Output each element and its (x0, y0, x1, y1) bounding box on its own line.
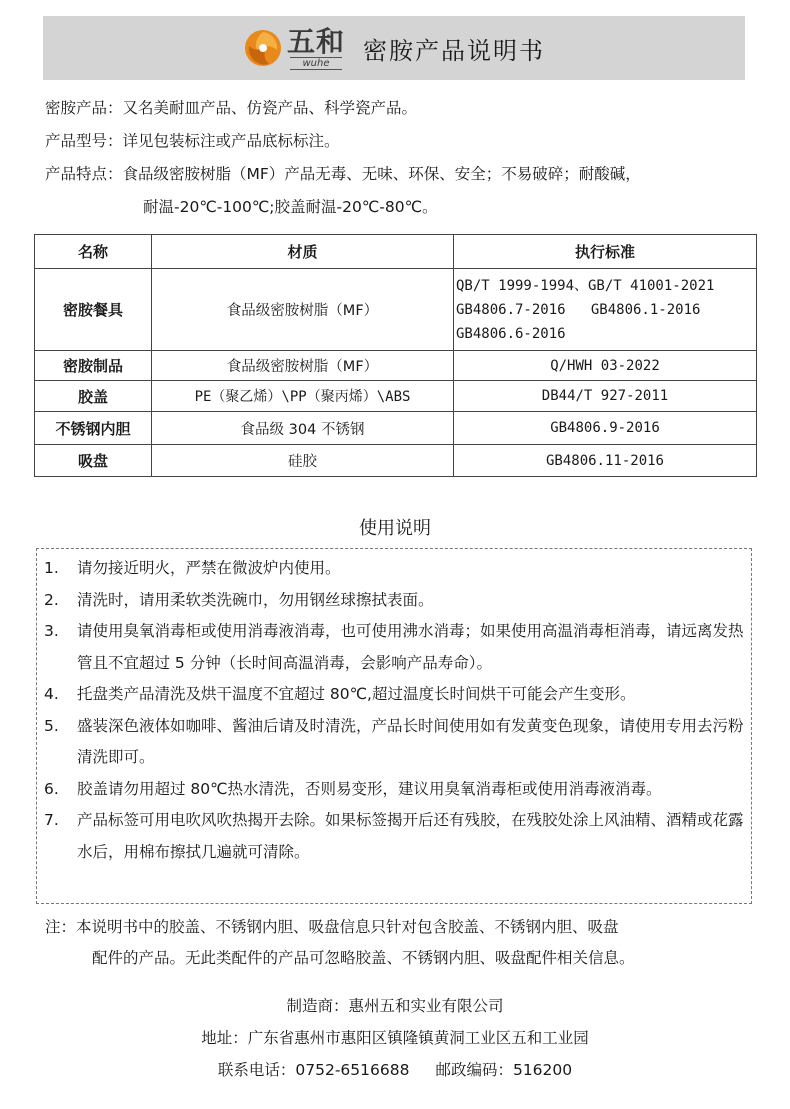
postcode: 邮政编码：516200 (435, 1061, 573, 1079)
table-row (35, 351, 757, 381)
features-label: 产品特点： (45, 165, 123, 183)
list-item (44, 585, 750, 617)
intro-model-row (45, 125, 755, 158)
item-number: 3. (44, 622, 59, 640)
brand-logo (243, 24, 345, 70)
note-line2: 配件的产品。无此类配件的产品可忽略胶盖、不锈钢内胆、吸盘配件相关信息。 (92, 949, 635, 967)
spec-table (34, 234, 757, 477)
header-material: 材质 (152, 235, 454, 269)
row-standard: Q/HWH 03-2022 (454, 351, 757, 381)
table-row (35, 381, 757, 412)
intro-features-cont (45, 191, 755, 224)
header-banner (43, 16, 745, 80)
brand-name-en: wuhe (290, 57, 341, 70)
table-row (35, 445, 757, 477)
note-line1: 注：本说明书中的胶盖、不锈钢内胆、吸盘信息只针对包含胶盖、不锈钢内胆、吸盘 (45, 918, 619, 936)
row-name: 吸盘 (35, 445, 152, 477)
row-material: PE（聚乙烯）\PP（聚丙烯）\ABS (152, 381, 454, 412)
accessory-note (45, 912, 755, 974)
list-item (44, 553, 750, 585)
manufacturer: 制造商：惠州五和实业有限公司 (286, 997, 504, 1015)
list-item (44, 774, 750, 806)
item-text: 请使用臭氧消毒柜或使用消毒液消毒，也可使用沸水消毒；如果使用高温消毒柜消毒，请远离发热管且不宜超过 5 分钟（长时间高温消毒，会影响产品寿命）。 (77, 622, 744, 672)
item-number: 7. (44, 811, 59, 829)
product-text: 又名美耐皿产品、仿瓷产品、科学瓷产品。 (122, 99, 418, 117)
table-header-row (35, 235, 757, 269)
standard-line: GB4806.6-2016 (456, 325, 566, 342)
item-number: 5. (44, 716, 59, 735)
item-text: 清洗时，请用柔软类洗碗巾，勿用钢丝球擦拭表面。 (77, 590, 434, 609)
document-title: 密胺产品说明书 (363, 36, 545, 65)
usage-list (44, 553, 750, 868)
row-standard: DB44/T 927-2011 (454, 381, 757, 412)
item-number: 2. (44, 590, 59, 609)
row-material: 食品级 304 不锈钢 (152, 412, 454, 445)
row-name: 不锈钢内胆 (35, 412, 152, 445)
standard-line: GB4806.7-2016 GB4806.1-2016 (456, 301, 701, 318)
item-text: 产品标签可用电吹风吹热揭开去除。如果标签揭开后还有残胶，在残胶处涂上风油精、酒精或花露水后，用棉布擦拭几遍就可清除。 (77, 811, 744, 861)
item-number: 6. (44, 779, 59, 798)
features-line1: 食品级密胺树脂（MF）产品无毒、无味、环保、安全；不易破碎；耐酸碱， (122, 165, 641, 183)
table-row (35, 269, 757, 351)
item-text: 盛装深色液体如咖啡、酱油后请及时清洗，产品长时间使用如有发黄变色现象，请使用专用去污粉清洗即可。 (77, 716, 744, 766)
row-name: 密胺制品 (35, 351, 152, 381)
list-item (44, 616, 750, 679)
item-text: 胶盖请勿用超过 80℃热水清洗，否则易变形，建议用臭氧消毒柜或使用消毒液消毒。 (77, 779, 662, 798)
row-material: 硅胶 (152, 445, 454, 477)
usage-title: 使用说明 (359, 518, 431, 539)
intro-product-row (45, 92, 755, 125)
row-material: 食品级密胺树脂（MF） (152, 351, 454, 381)
row-standard: GB4806.11-2016 (454, 445, 757, 477)
row-standard: GB4806.9-2016 (454, 412, 757, 445)
phone: 联系电话：0752-6516688 (217, 1061, 410, 1079)
header-standard: 执行标准 (454, 235, 757, 269)
product-intro (45, 92, 755, 224)
company-footer (0, 990, 790, 1086)
row-material: 食品级密胺树脂（MF） (152, 269, 454, 351)
list-item (44, 805, 750, 868)
list-item (44, 711, 750, 774)
item-text: 托盘类产品清洗及烘干温度不宜超过 80℃,超过温度长时间烘干可能会产生变形。 (77, 685, 636, 703)
features-line2: 耐温-20℃-100℃;胶盖耐温-20℃-80℃。 (143, 198, 438, 216)
model-text: 详见包装标注或产品底标标注。 (122, 132, 340, 150)
address: 地址：广东省惠州市惠阳区镇隆镇黄洞工业区五和工业园 (201, 1029, 589, 1047)
item-number: 4. (44, 685, 59, 703)
row-standard (454, 269, 757, 351)
swirl-logo-icon (243, 28, 283, 68)
standard-line: QB/T 1999-1994、GB/T 41001-2021 (456, 277, 715, 294)
model-label: 产品型号： (45, 132, 123, 150)
contact-row (0, 1054, 790, 1086)
brand-wordmark (286, 24, 345, 70)
product-label: 密胺产品： (45, 99, 123, 117)
intro-features-row (45, 158, 755, 191)
item-text: 请勿接近明火，严禁在微波炉内使用。 (77, 559, 341, 577)
item-number: 1. (44, 559, 59, 577)
brand-name-cn: 五和 (286, 24, 345, 58)
header-name: 名称 (35, 235, 152, 269)
row-name: 密胺餐具 (35, 269, 152, 351)
row-name: 胶盖 (35, 381, 152, 412)
list-item (44, 679, 750, 711)
table-row (35, 412, 757, 445)
